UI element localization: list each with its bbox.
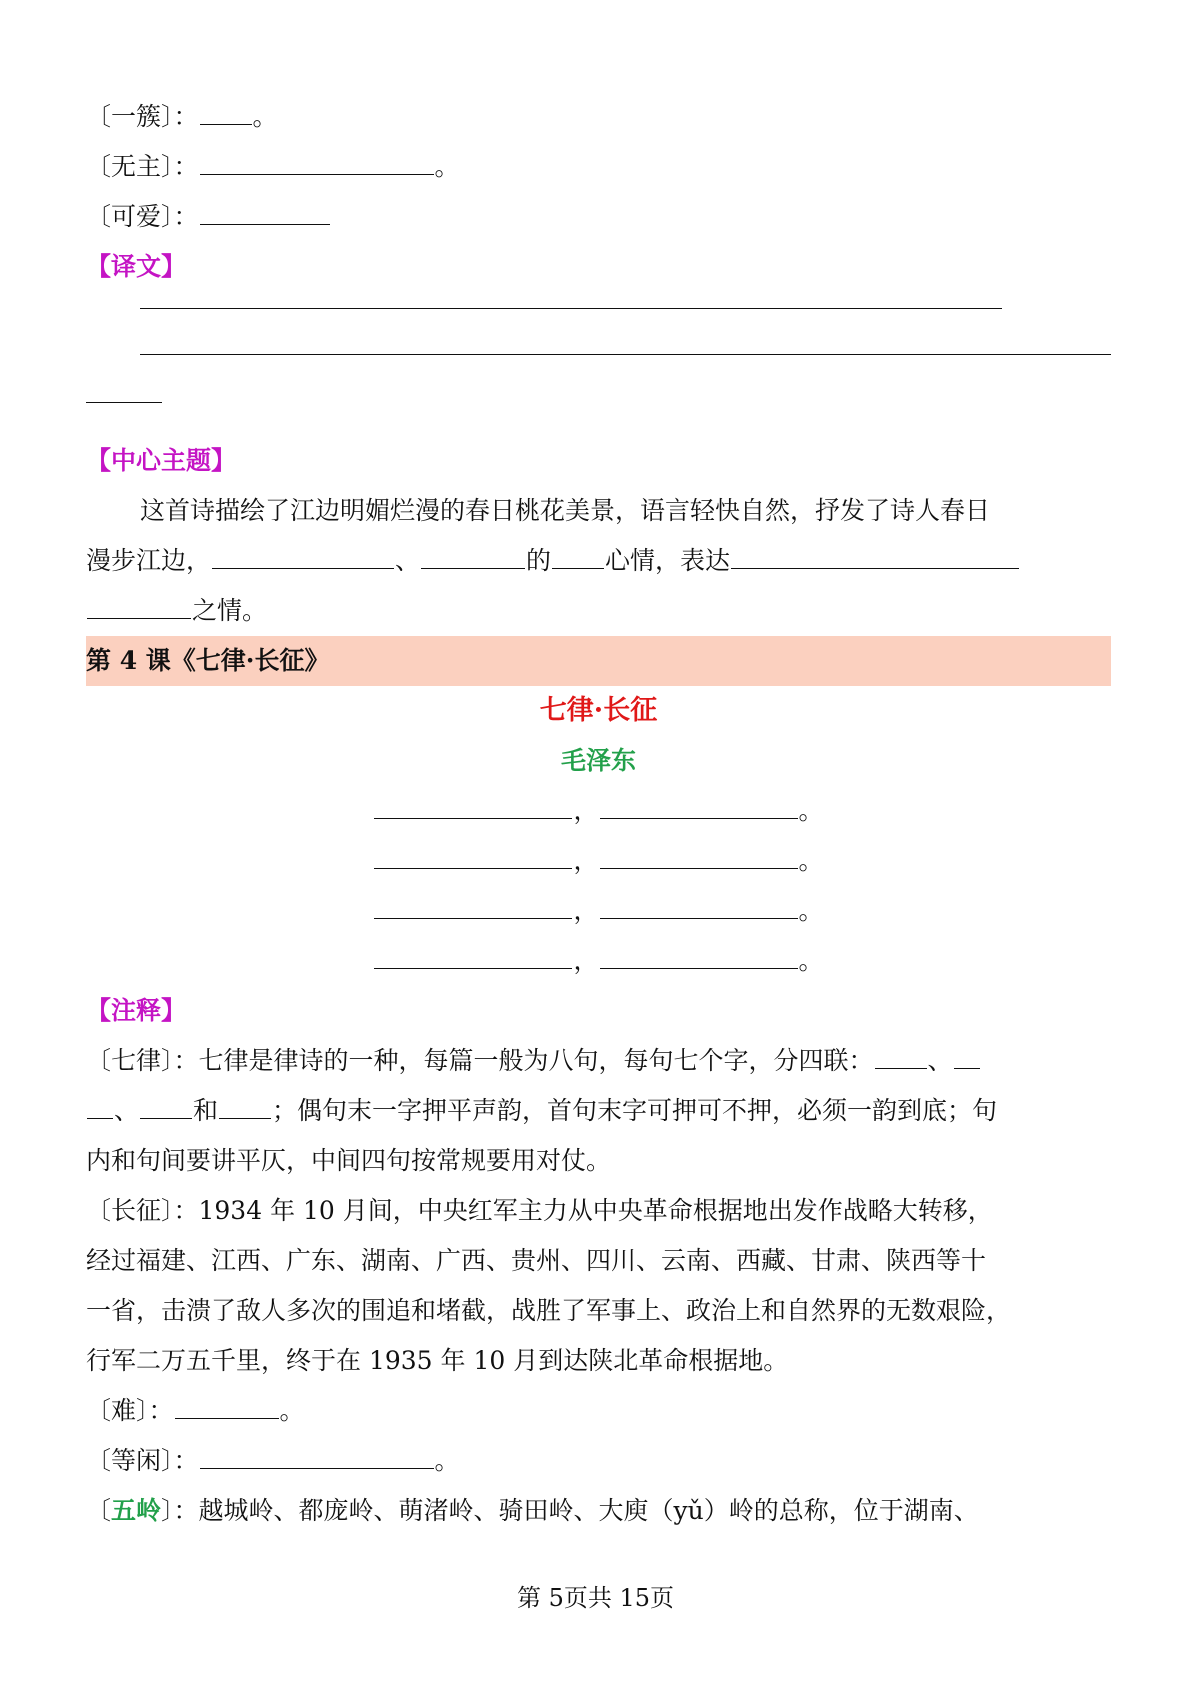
poem-blank[interactable] [374,936,572,969]
punct: ， [573,946,599,975]
poem-blank[interactable] [600,936,798,969]
vocab-line-yicu [86,92,1111,142]
poem-title: 七律·长征 [539,695,658,726]
answer-blank[interactable] [212,536,394,569]
note-dengxian [86,1436,1111,1486]
worksheet-page [86,92,1111,1536]
punct: 。 [434,152,460,181]
translation-rule-2 [140,354,1111,355]
theme-line-1: 这首诗描绘了江边明媚烂漫的春日桃花美景，语言轻快自然，抒发了诗人春日 [140,496,991,525]
translation-area[interactable] [86,292,1111,436]
translation-rule-3 [86,402,162,403]
vocab-line-keai [86,192,1111,242]
punct: 。 [252,102,278,131]
poem-blank-line-3 [86,886,1111,936]
note-qilv-line-1 [86,1036,1111,1086]
note-wuling [86,1486,1111,1536]
note-nan [86,1386,1111,1436]
note-text: 和 [193,1096,219,1125]
theme-text: 之情。 [192,596,268,625]
note-text: 〕：越城岭、都庞岭、萌渚岭、骑田岭、大庾（yǔ）岭的总称，位于湖南、 [161,1496,979,1525]
poem-blank[interactable] [374,836,572,869]
theme-text: 、 [395,546,421,575]
vocab-term: 〔难〕： [86,1396,174,1425]
note-text: 〔七律〕：七律是律诗的一种，每篇一般为八句，每句七个字，分四联： [86,1046,874,1075]
poem-author: 毛泽东 [560,746,636,775]
punct: ， [573,896,599,925]
theme-text: 心情，表达 [605,546,731,575]
answer-blank[interactable] [200,192,330,225]
theme-heading: 【中心主题】 [86,446,237,475]
note-changzheng-line-2: 经过福建、江西、广东、湖南、广西、贵州、四川、云南、西藏、甘肃、陕西等十 [86,1246,987,1275]
vocab-line-wuzhu [86,142,1111,192]
note-text: ；偶句末一字押平声韵，首句末字可押可不押，必须一韵到底；句 [272,1096,998,1125]
page-footer: 第 5页共 15页 [516,1584,675,1612]
answer-blank[interactable] [552,536,604,569]
poem-blank[interactable] [374,786,572,819]
punct: 。 [798,946,824,975]
answer-blank[interactable] [731,536,1019,569]
vocab-term: 〔无主〕： [86,152,199,181]
answer-blank[interactable] [87,586,191,619]
answer-blank[interactable] [87,1086,113,1119]
punct: ， [573,846,599,875]
translation-heading: 【译文】 [86,252,187,281]
translation-rule-1 [140,308,1002,309]
note-changzheng-line-1: 〔长征〕：1934 年 10 月间，中央红军主力从中央革命根据地出发作战略大转移， [86,1196,993,1225]
poem-blank-line-1 [86,786,1111,836]
poem-blank[interactable] [374,886,572,919]
vocab-term: 〔一簇〕： [86,102,199,131]
note-text: 〔 [86,1496,112,1525]
note-changzheng-line-4: 行军二万五千里，终于在 1935 年 10 月到达陕北革命根据地。 [86,1346,789,1375]
note-changzheng-line-3: 一省，击溃了敌人多次的围追和堵截，战胜了军事上、政治上和自然界的无数艰险， [86,1296,1012,1325]
answer-blank[interactable] [219,1086,271,1119]
theme-line-2 [86,536,1111,586]
answer-blank[interactable] [954,1036,980,1069]
answer-blank[interactable] [875,1036,927,1069]
theme-line-3 [86,586,1111,636]
theme-text: 的 [526,546,552,575]
vocab-term: 〔等闲〕： [86,1446,199,1475]
note-text: 、 [927,1046,953,1075]
poem-blank[interactable] [600,786,798,819]
punct: ， [573,796,599,825]
answer-blank[interactable] [200,92,252,125]
answer-blank[interactable] [200,1436,434,1469]
punct: 。 [434,1446,460,1475]
punct: 。 [279,1396,305,1425]
answer-blank[interactable] [421,536,525,569]
poem-blank-line-4 [86,936,1111,986]
punct: 。 [798,846,824,875]
lesson-title-bar [86,636,1111,686]
notes-heading: 【注释】 [86,996,187,1025]
punct: 。 [798,796,824,825]
note-qilv-line-3: 内和句间要讲平仄，中间四句按常规要用对仗。 [86,1146,612,1175]
note-text: 、 [114,1096,140,1125]
note-qilv-line-2 [86,1086,1111,1136]
poem-blank-line-2 [86,836,1111,886]
answer-blank[interactable] [175,1386,279,1419]
vocab-term: 〔可爱〕： [86,202,199,231]
theme-text: 漫步江边， [86,546,212,575]
poem-blank[interactable] [600,836,798,869]
wuling-term: 五岭 [111,1496,162,1525]
answer-blank[interactable] [200,142,434,175]
answer-blank[interactable] [140,1086,192,1119]
lesson-title: 第 4 课《七律·长征》 [86,646,330,675]
punct: 。 [798,896,824,925]
poem-blank[interactable] [600,886,798,919]
